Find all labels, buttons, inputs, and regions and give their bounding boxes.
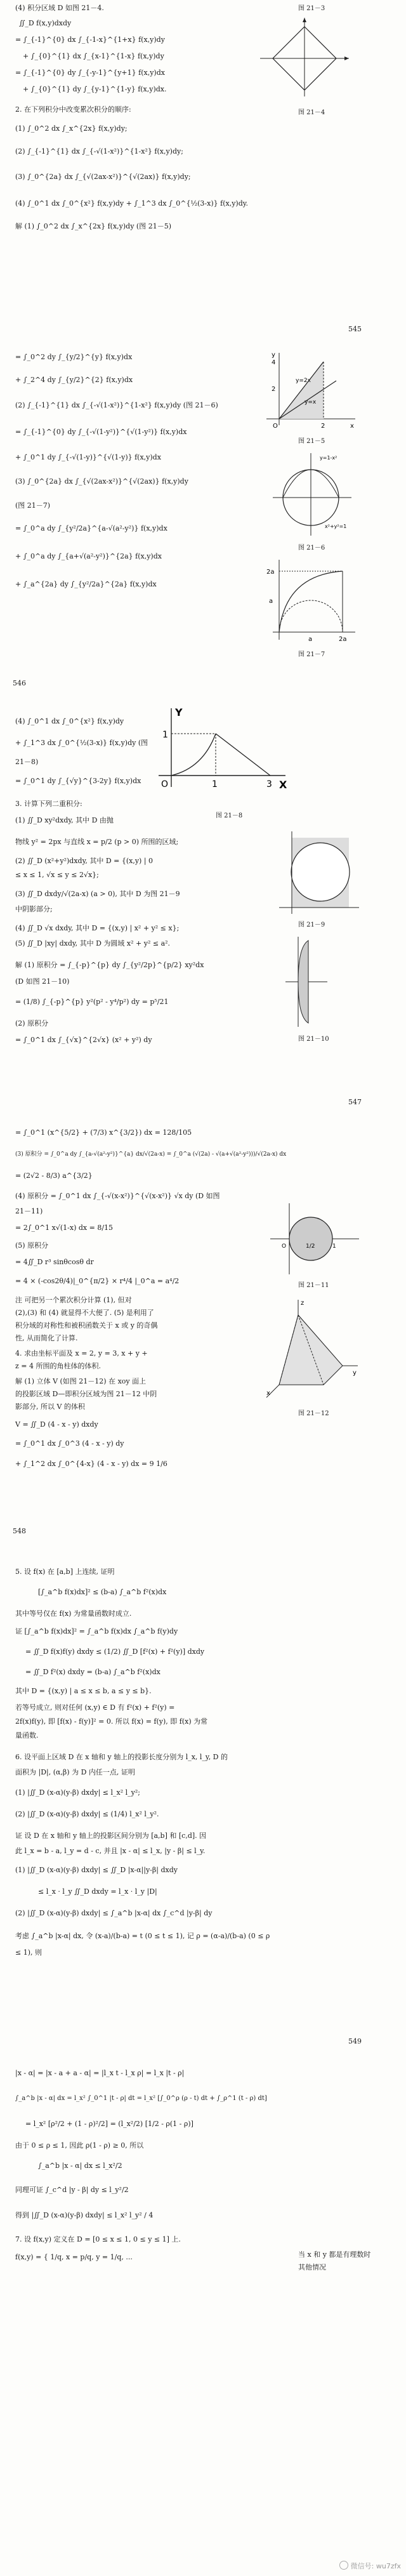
text-line: 性, 从而简化了计算. [15, 1334, 78, 1342]
text-line: 7. 设 f(x,y) 定义在 D = [0 ≤ x ≤ 1, 0 ≤ y ≤ 1] 上. [15, 2235, 181, 2243]
text-line: ∫_a^b |x - α| dx = l_x² ∫_0^1 |t - ρ| dt = l_x² [∫_0^ρ (ρ - t) dt + ∫_ρ^1 (t - ρ) dt] [15, 2095, 267, 2102]
text-line: f(x,y) = { 1/q, x = p/q, y = 1/q, ... [15, 2253, 133, 2261]
figure-21-12 [260, 1296, 362, 1404]
text-line: (4) ∫_0^1 dx ∫_0^{x²} f(x,y)dy [15, 717, 124, 725]
text-line: 的投影区域 D—即积分区域为图 21－12 中阴 [15, 1390, 157, 1398]
text-line: 积分域的对称性和被积函数关于 x 或 y 的奇偶 [15, 1321, 158, 1330]
text-line: 其他情况 [298, 2263, 326, 2271]
text-line: + ∫_0^a dy ∫_{a+√(a²-y²)}^{2a} f(x,y)dx [15, 552, 162, 560]
text-line: 影部分, 所以 V 的体积 [15, 1403, 85, 1411]
text-line: + ∫_{0}^{1} dy ∫_{y-1}^{1-y} f(x,y)dx. [23, 85, 167, 93]
text-line: 6. 设平面上区域 D 在 x 轴和 y 轴上的投影长度分别为 l_x, l_y, D 的 [15, 1753, 228, 1761]
origin-label: O [282, 1243, 287, 1250]
text-line: 2f(x)f(y), 即 [f(x) - f(y)]² = 0. 所以 f(x) = f(y), 即 f(x) 为常 [15, 1717, 208, 1726]
text-line: (5) ∬_D |xy| dxdy, 其中 D 为圆域 x² + y² ≤ a². [15, 939, 171, 948]
text-line: 其中 D = {(x,y) | a ≤ x ≤ b, a ≤ y ≤ b}. [15, 1687, 152, 1695]
text-line: (3) ∫_0^{2a} dx ∫_{√(2ax-x²)}^{√(2ax)} f(x,y)dy [15, 477, 188, 485]
z-axis-label: z [301, 1300, 304, 1307]
text-line: (5) 原积分 [15, 1241, 49, 1250]
text-line: (2) ∬_D (x²+y²)dxdy, 其中 D = {(x,y) | 0 [15, 857, 154, 865]
figure-21-8 [146, 704, 292, 793]
text-line: (1) ∫_0^2 dx ∫_x^{2x} f(x,y)dy; [15, 124, 128, 133]
figure-21-4 [254, 14, 355, 103]
watermark-text: 微信号: wu7zfx [350, 2562, 401, 2570]
y-axis-label: y [353, 1370, 357, 1377]
tick-label: 1 [212, 779, 218, 789]
text-line: 中阴影部分; [15, 905, 53, 913]
text-line: + ∫_2^4 dy ∫_{y/2}^{2} f(x,y)dx [15, 376, 133, 384]
x-axis-label: x [350, 423, 354, 430]
figure-caption: 图 21－4 [298, 109, 325, 116]
text-line: = ∫_{-1}^{0} dy ∫_{-y-1}^{y+1} f(x,y)dx [15, 69, 165, 77]
tick-label: 2a [266, 569, 275, 576]
curve-label: y=x [304, 399, 317, 406]
tick-label: 4 [272, 359, 276, 366]
figure-caption: 图 21－3 [298, 5, 325, 12]
text-line: = ∫_0^1 dx ∫_{√x}^{2√x} (x² + y²) dy [15, 1036, 152, 1044]
text-line: = (2√2 - 8/3) a^{3/2} [15, 1172, 93, 1180]
origin-label: O [273, 423, 278, 430]
text-line: 面积为 |D|, (α,β) 为 D 内任一点, 证明 [15, 1768, 135, 1776]
figure-21-10 [279, 934, 330, 1029]
page-number: 548 [13, 1527, 26, 1535]
text-line: = ∫_{-1}^{0} dx ∫_{-1-x}^{1+x} f(x,y)dy [15, 36, 165, 44]
tick-label: 2 [272, 386, 276, 393]
figure-21-11 [266, 1201, 362, 1277]
text-line: z = 4 所围的角柱体的体积. [15, 1362, 101, 1370]
figure-caption: 图 21－12 [298, 1410, 329, 1417]
text-line: = 4∬_D r³ sinθcosθ dr [15, 1258, 94, 1266]
page-number: 546 [13, 679, 26, 687]
text-line: (4) ∬_D √x dxdy, 其中 D = {(x,y) | x² + y² ≤ x}; [15, 924, 180, 932]
figure-21-7 [260, 556, 362, 645]
text-line: 注 可把另一个累次积分计算 (1), 但对 [15, 1296, 132, 1304]
figure-21-5 [254, 349, 362, 432]
x-axis-label: X [279, 779, 287, 791]
tick-label: 1/2 [306, 1243, 315, 1250]
tick-label: 3 [266, 779, 272, 789]
text-line: (2),(3) 和 (4) 就显得不大便了. (5) 是利用了 [15, 1309, 154, 1317]
text-line: = (1/8) ∫_{-p}^{p} y²(p² - y⁴/p²) dy = p⁵/21 [15, 998, 169, 1006]
curve-label: y=2x [296, 378, 311, 384]
page-number: 545 [348, 325, 362, 333]
figure-caption: 图 21－6 [298, 545, 325, 552]
tick-label: 2a [339, 636, 347, 643]
figure-caption: 图 21－7 [298, 651, 325, 658]
text-line: = ∫_0^1 dx ∫_0^3 (4 - x - y) dy [15, 1439, 124, 1448]
x-axis-label: x [266, 1390, 270, 1397]
y-axis-label: y [272, 352, 275, 359]
text-line: (3) ∬_D dxdy/√(2a-x) (a > 0), 其中 D 为图 21－9 [15, 890, 180, 898]
text-line: 证 设 D 在 x 轴和 y 轴上的投影区间分别为 [a,b] 和 [c,d]. 因 [15, 1832, 207, 1840]
text-line: (4) 原积分 = ∫_0^1 dx ∫_{-√(x-x²)}^{√(x-x²)} √x dy (D 如图 [15, 1192, 220, 1200]
text-line: 考虑 ∫_a^b |x-α| dx, 令 (x-a)/(b-a) = t (0 ≤ t ≤ 1), 记 ρ = (α-a)/(b-a) (0 ≤ ρ [15, 1932, 270, 1940]
curve-label: y=1-x² [320, 455, 337, 461]
text-line: ∫_a^b |x - α| dx ≤ l_x²/2 [38, 2162, 122, 2170]
text-line: |x - α| = |x - a + a - α| = |l_x t - l_x ρ| = l_x |t - ρ| [15, 2069, 185, 2077]
tick-label: a [308, 636, 313, 643]
text-line: = ∬_D f(x)f(y) dxdy ≤ (1/2) ∬_D [f²(x) + f²(y)] dxdy [25, 1648, 205, 1656]
text-line: (1) |∬_D (x-α)(y-β) dxdy| ≤ ∬_D |x-α||y-β| dxdy [15, 1866, 178, 1874]
figure-caption: 图 21－11 [298, 1282, 329, 1289]
text-line: 由于 0 ≤ ρ ≤ 1, 因此 ρ(1 - ρ) ≥ 0, 所以 [15, 2141, 144, 2150]
text-line: (2) |∬_D (x-α)(y-β) dxdy| ≤ (1/4) l_x² l_y². [15, 1810, 159, 1818]
tick-label: 1 [162, 730, 168, 740]
text-line: 解 (1) 立体 V (如图 21－12) 在 xoy 面上 [15, 1377, 147, 1385]
text-line: = ∫_0^1 (x^{5/2} + (7/3) x^{3/2}) dx = 128/105 [15, 1128, 192, 1137]
tick-label: 2 [321, 423, 325, 430]
figure-21-6 [266, 449, 355, 538]
text-line: V = ∬_D (4 - x - y) dxdy [15, 1420, 98, 1429]
text-line: = 2∫_0^1 x√(1-x) dx = 8/15 [15, 1224, 114, 1232]
figure-caption: 图 21－9 [298, 921, 325, 928]
wechat-icon [339, 2561, 348, 2570]
text-line: + ∫_1^2 dx ∫_0^{4-x} (4 - x - y) dx = 9 1/6 [15, 1460, 167, 1468]
text-line: 物线 y² = 2px 与直线 x = p/2 (p > 0) 所围的区域; [15, 838, 179, 846]
text-line: = ∫_0^2 dy ∫_{y/2}^{y} f(x,y)dx [15, 353, 133, 361]
text-line: 同理可证 ∫_c^d |y - β| dy ≤ l_y²/2 [15, 2186, 129, 2194]
text-line: 得到 |∬_D (x-α)(y-β) dxdy| ≤ l_x² l_y² / 4 [15, 2211, 154, 2219]
figure-21-9 [266, 828, 362, 916]
text-line: 5. 设 f(x) 在 [a,b] 上连续, 证明 [15, 1568, 115, 1576]
text-line: 解 (1) ∫_0^2 dx ∫_x^{2x} f(x,y)dy (图 21－5) [15, 222, 172, 230]
text-line: (图 21－7) [15, 501, 51, 510]
page-number: 547 [348, 1098, 362, 1106]
figure-caption: 图 21－5 [298, 438, 325, 445]
text-line: (1) |∬_D (x-α)(y-β) dxdy| ≤ l_x² l_y²; [15, 1788, 140, 1797]
text-line: 当 x 和 y 都是有理数时 [298, 2250, 371, 2259]
text-line: 2. 在下列积分中改变累次积分的顺序: [15, 105, 131, 114]
page-549 [0, 1549, 406, 2057]
text-line: (4) ∫_0^1 dx ∫_0^{x²} f(x,y)dy + ∫_1^3 dx ∫_0^{½(3-x)} f(x,y)dy. [15, 199, 248, 208]
figure-caption: 图 21－8 [216, 812, 243, 819]
text-line: (4) 积分区域 D 如图 21－4. [15, 4, 104, 12]
text-line: 21－11) [15, 1207, 43, 1215]
text-line: = ∬_D f²(x) dxdy = (b-a) ∫_a^b f²(x)dx [25, 1668, 160, 1676]
text-line: 3. 计算下列二重积分: [15, 800, 82, 808]
text-line: (2) |∬_D (x-α)(y-β) dxdy| ≤ ∫_a^b |x-α| dx ∫_c^d |y-β| dy [15, 1909, 213, 1917]
tick-label: a [269, 598, 273, 605]
page-546 [0, 343, 406, 699]
text-line: = 4 × (-cos2θ/4)|_0^{π/2} × r⁴/4 |_0^a = a⁴/2 [15, 1277, 180, 1285]
text-line: 若等号成立, 则对任何 (x,y) ∈ D 有 f²(x) + f²(y) = [15, 1703, 175, 1712]
text-line: (2) ∫_{-1}^{1} dx ∫_{-√(1-x²)}^{1-x²} f(x,y)dy; [15, 147, 183, 155]
page-number: 549 [348, 2037, 362, 2045]
text-line: 证 [∫_a^b f(x)dx]² = ∫_a^b f(x)dx ∫_a^b f(y)dy [15, 1627, 178, 1635]
text-line: ≤ x ≤ 1, √x ≤ y ≤ 2√x}; [15, 871, 99, 879]
text-line: (3) ∫_0^{2a} dx ∫_{√(2ax-x²)}^{√(2ax)} f(x,y)dy; [15, 173, 191, 181]
text-line: 解 (1) 原积分 = ∫_{-p}^{p} dy ∫_{y²/2p}^{p/2} xy²dx [15, 961, 204, 969]
curve-label: x²+y²=1 [325, 524, 347, 529]
text-line: ∬_D f(x,y)dxdy [19, 19, 72, 27]
text-line: 21－8) [15, 758, 39, 766]
figure-caption: 图 21－10 [298, 1036, 329, 1043]
text-line: (3) 原积分 = ∫_0^a dy ∫_{a-√(a²-y²)}^{a} dx/√(2a-x) = ∫_0^a (√(2a) - √(a+√(a²-y²)))/√(2a-x) dx [15, 1151, 287, 1158]
text-line: (2) ∫_{-1}^{1} dx ∫_{-√(1-x²)}^{1-x²} f(x,y)dy (图 21－6) [15, 401, 218, 409]
text-line: 此 l_x = b - a, l_y = d - c, 并且 |x - α| ≤ l_x, |y - β| ≤ l_y. [15, 1847, 206, 1855]
text-line: + ∫_1^3 dx ∫_0^{½(3-x)} f(x,y)dy (图 [15, 739, 148, 747]
page-548 [0, 1117, 406, 1549]
text-line: ≤ 1), 则 [15, 1948, 42, 1957]
text-line: + ∫_{0}^{1} dx ∫_{x-1}^{1-x} f(x,y)dy [23, 52, 164, 60]
text-line: = ∫_{-1}^{0} dy ∫_{-√(1-y²)}^{√(1-y²)} f(x,y)dx [15, 428, 187, 436]
page-547 [0, 698, 406, 1118]
text-line: ≤ l_x · l_y ∬_D dxdy = l_x · l_y |D| [38, 1887, 157, 1896]
text-line: = l_x² [ρ²/2 + (1 - ρ)²/2] = (l_x²/2) [1/2 - ρ(1 - ρ)] [25, 2120, 193, 2128]
watermark [339, 2561, 401, 2571]
tick-label: 1 [332, 1243, 336, 1250]
text-line: [∫_a^b f(x)dx]² ≤ (b-a) ∫_a^b f²(x)dx [38, 1588, 167, 1596]
text-line: (D 如图 21－10) [15, 977, 70, 986]
text-line: = ∫_0^1 dy ∫_{√y}^{3-2y} f(x,y)dx [15, 777, 141, 785]
text-line: (1) ∬_D xy²dxdy, 其中 D 由抛 [15, 816, 114, 824]
text-line: 量函数. [15, 1731, 39, 1740]
text-line: 其中等号仅在 f(x) 为常量函数时成立. [15, 1609, 132, 1618]
text-line: + ∫_0^1 dy ∫_{-√(1-y)}^{√(1-y)} f(x,y)dx [15, 453, 161, 461]
origin-label: O [161, 779, 169, 789]
y-axis-label: Y [175, 706, 183, 718]
page-545 [0, 0, 406, 343]
text-line: + ∫_a^{2a} dy ∫_{y²/2a}^{2a} f(x,y)dx [15, 580, 157, 588]
page-550 [0, 2056, 406, 2576]
text-line: = ∫_0^a dy ∫_{y²/2a}^{a-√(a²-y²)} f(x,y)dx [15, 524, 167, 532]
text-line: 4. 求由坐标平面及 x = 2, y = 3, x + y + [15, 1349, 148, 1357]
text-line: (2) 原积分 [15, 1019, 49, 1027]
